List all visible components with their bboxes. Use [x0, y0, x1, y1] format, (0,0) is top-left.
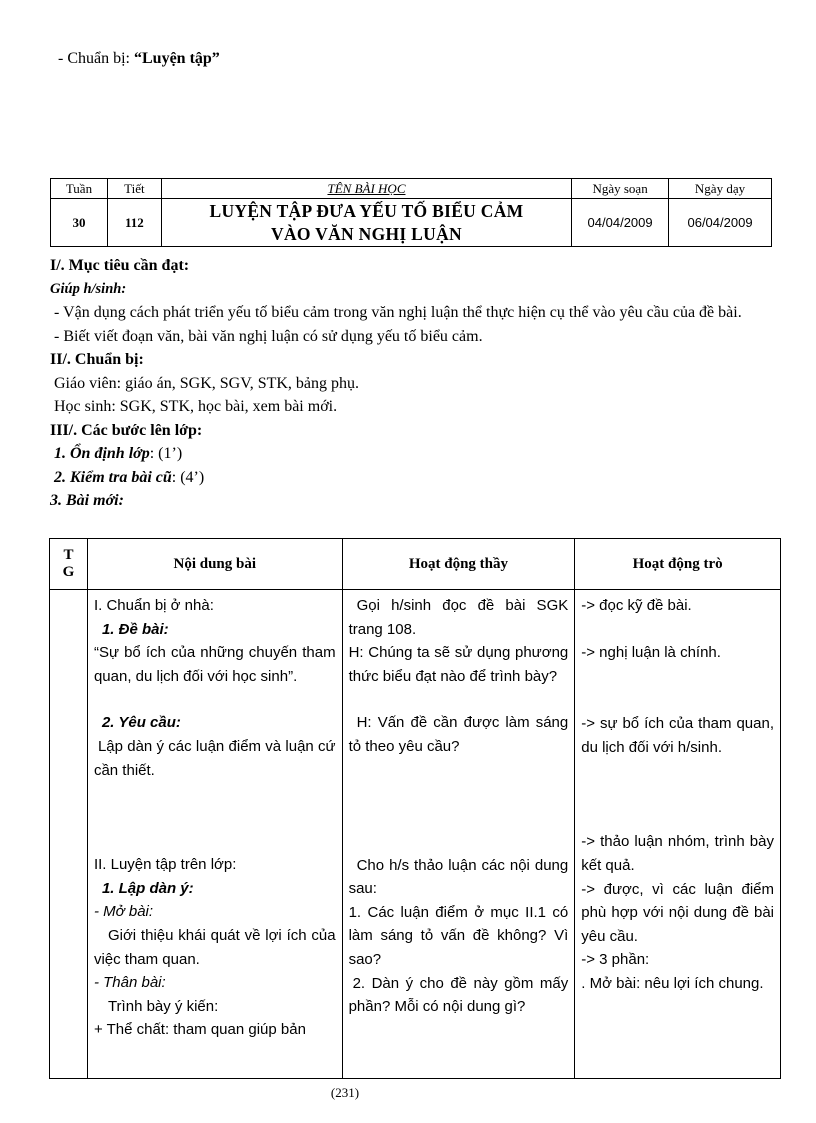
sub-heading: 2. Yêu cầu: — [101, 714, 181, 732]
date-prepared: 04/04/2009 — [572, 199, 669, 247]
period-number: 112 — [107, 199, 161, 247]
body-text: Trình bày ý kiến: — [107, 997, 219, 1015]
col-taught-header: Ngày dạy — [669, 179, 772, 199]
page-number: (231) — [330, 1085, 360, 1100]
tg-header: T G — [50, 539, 88, 590]
col-prepared-header: Ngày soạn — [572, 179, 669, 199]
sub-heading: 1. Đề bài: — [101, 620, 169, 638]
prep-title: Luyện tập — [142, 50, 212, 67]
student-activity: -> thảo luận nhóm, trình bày kết quả. — [581, 833, 774, 874]
lesson-title — [161, 199, 571, 247]
teacher-activity-cell — [342, 590, 575, 1079]
student-activity: . Mở bài: nêu lợi ích chung. — [581, 974, 764, 992]
teacher-activity: Cho h/s thảo luận các nội dung sau: — [348, 856, 569, 898]
teacher-activity-header: Hoạt động thầy — [342, 539, 575, 590]
date-taught: 06/04/2009 — [669, 199, 772, 247]
student-activity: -> nghị luận là chính. — [581, 643, 721, 661]
step-3: 3. Bài mới: — [50, 492, 124, 509]
section-heading: I. Chuẩn bị ở nhà: — [93, 597, 214, 614]
content-cell — [87, 590, 342, 1079]
section-heading: II. Luyện tập trên lớp: — [93, 856, 237, 874]
intro-text: Giới thiệu khái quát về lợi ích của việc tham quan. — [93, 926, 336, 968]
topic-text: “Sự bổ ích của những chuyến tham quan, du lịch đối với học sinh”. — [93, 644, 336, 685]
col-period-header: Tiết — [107, 179, 161, 199]
steps-heading: III/. Các bước lên lớp: — [50, 421, 203, 439]
teacher-activity: H: Chúng ta sẽ sử dụng phương thức biểu đạt nào để trình bày? — [348, 644, 569, 685]
step-1: 1. Ổn định lớp: (1’) — [54, 445, 183, 462]
tg-cell — [50, 590, 88, 1079]
teacher-activity: 1. Các luận điểm ở mục II.1 có làm sáng tỏ vấn đề không? Vì sao? — [348, 903, 569, 968]
student-activity: -> được, vì các luận điểm phù hợp với nội dung đề bài yêu cầu. — [581, 880, 774, 945]
col-week-header: Tuần — [51, 179, 108, 199]
objective-item: - Vận dụng cách phát triển yếu tố biểu cảm trong văn nghị luận thể thực hiện cụ thể vào yêu cầu của đề bài. — [54, 304, 742, 321]
prep-quote-open: “ — [134, 50, 142, 67]
body-item: + Thể chất: tham quan giúp bản — [93, 1021, 306, 1039]
lesson-activity-table — [49, 538, 781, 1079]
student-activity-header: Hoạt động trò — [575, 539, 781, 590]
student-activity-cell — [575, 590, 781, 1079]
step-2: 2. Kiểm tra bài cũ: (4’) — [54, 468, 205, 486]
content-header: Nội dung bài — [87, 539, 342, 590]
lesson-title-line2: VÀO VĂN NGHỊ LUẬN — [271, 223, 462, 244]
student-activity: -> sự bổ ích của tham quan, du lịch đối với h/sinh. — [581, 715, 774, 756]
teacher-activity: 2. Dàn ý cho đề này gồm mấy phần? Mỗi có nội dung gì? — [348, 974, 569, 1016]
preparation-note — [58, 50, 220, 68]
student-prep: Học sinh: SGK, STK, học bài, xem bài mới. — [54, 398, 338, 415]
objective-item: - Biết viết đoạn văn, bài văn nghị luận có sử dụng yếu tố biểu cảm. — [54, 327, 483, 345]
lesson-header-table — [50, 178, 772, 247]
prep-quote-close: ” — [211, 50, 220, 67]
teacher-activity: H: Vấn đề cần được làm sáng tỏ theo yêu cầu? — [348, 714, 569, 755]
sub-heading: 1. Lập dàn ý: — [101, 879, 194, 897]
preparation-heading: II/. Chuẩn bị: — [50, 351, 144, 368]
col-title-header: TÊN BÀI HỌC — [161, 179, 571, 199]
objectives-heading: I/. Mục tiêu cần đạt: — [50, 257, 190, 274]
student-activity: -> đọc kỹ đề bài. — [581, 597, 692, 614]
lesson-title-line1: LUYỆN TẬP ĐƯA YẾU TỐ BIỂU CẢM — [209, 200, 524, 221]
student-activity: -> 3 phần: — [581, 951, 650, 969]
teacher-activity: Gọi h/sinh đọc đề bài SGK trang 108. — [348, 597, 569, 638]
body-label: - Thân bài: — [93, 974, 166, 992]
teacher-prep: Giáo viên: giáo án, SGK, SGV, STK, bảng phụ. — [54, 374, 360, 392]
prep-prefix: - Chuẩn bị: — [58, 50, 134, 67]
objectives-sub: Giúp h/sinh: — [50, 280, 127, 297]
lesson-plan-body — [50, 254, 780, 513]
intro-label: - Mở bài: — [93, 903, 154, 921]
requirement-text: Lập dàn ý các luận điểm và luận cứ cần thiết. — [93, 737, 336, 779]
week-number: 30 — [51, 199, 108, 247]
